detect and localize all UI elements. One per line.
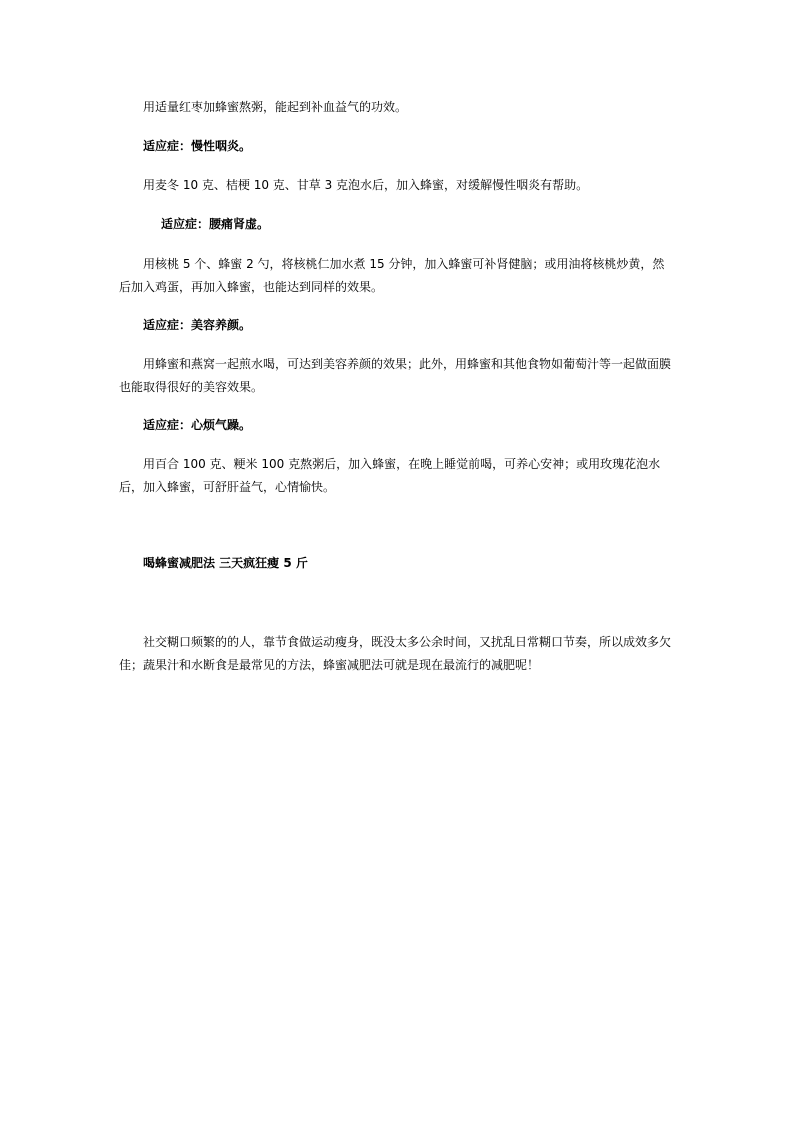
paragraph-red-dates: 用适量红枣加蜂蜜熬粥，能起到补血益气的功效。 [143,100,408,114]
paragraph-maidong-recipe: 用麦冬 10 克、桔梗 10 克、甘草 3 克泡水后，加入蜂蜜，对缓解慢性咽炎有帮助。 [143,178,589,192]
heading-beauty: 适应症：美容养颜。 [143,318,252,332]
heading-chronic-pharyngitis: 适应症：慢性咽炎。 [143,139,252,153]
paragraph-lily-recipe: 用百合 100 克、粳米 100 克熬粥后，加入蜂蜜，在晚上睡觉前喝，可养心安神；或用玫瑰花泡水后，加入蜂蜜，可舒肝益气，心情愉快。 [119,457,661,494]
heading-irritability: 适应症：心烦气躁。 [143,418,252,432]
paragraph-walnut-recipe: 用核桃 5 个、蜂蜜 2 勺，将核桃仁加水煮 15 分钟，加入蜂蜜可补肾健脑；或用油将核桃炒黄，然后加入鸡蛋，再加入蜂蜜，也能达到同样的效果。 [119,257,665,294]
paragraph-weight-loss-intro: 社交糊口频繁的的人，靠节食做运动瘦身，既没太多公余时间，又扰乱日常糊口节奏，所以成效多欠佳；蔬果汁和水断食是最常见的方法，蜂蜜减肥法可就是现在最流行的减肥呢！ [119,635,672,672]
section-title: 喝蜂蜜减肥法 三天疯狂瘦 5 斤 [143,556,308,570]
paragraph-birdnest-recipe: 用蜂蜜和燕窝一起煎水喝，可达到美容养颜的效果；此外，用蜂蜜和其他食物如葡萄汁等一起做面膜也能取得很好的美容效果。 [119,357,672,394]
heading-back-pain: 适应症：腰痛肾虚。 [161,217,270,231]
